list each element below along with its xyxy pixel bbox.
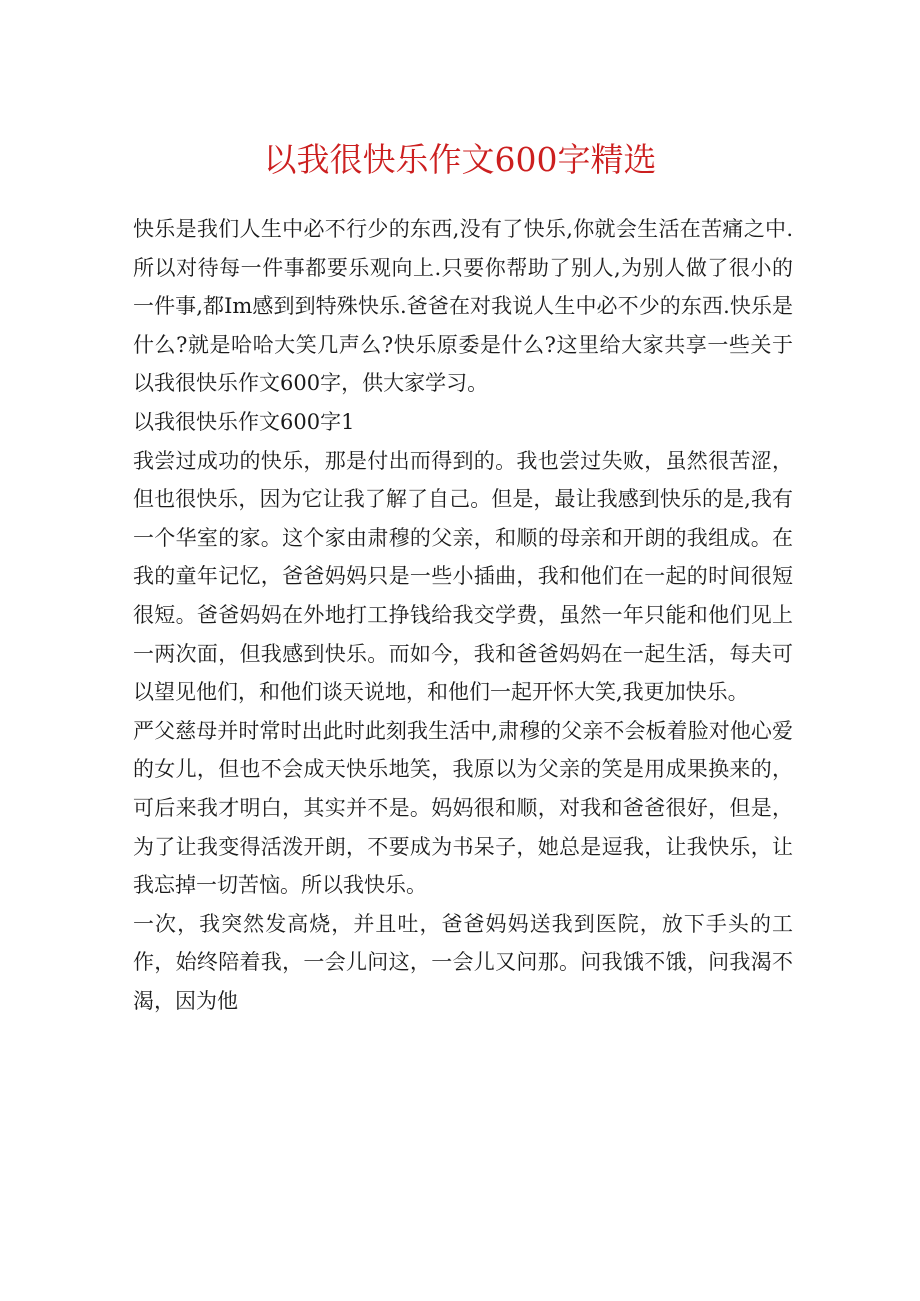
body-paragraph-3: 一次，我突然发高烧，并且吐，爸爸妈妈送我到医院，放下手头的工作，始终陪着我，一会儿问这，一会儿又问那。问我饿不饿，问我渴不渴，因为他 — [133, 911, 793, 1013]
intro-paragraph: 快乐是我们人生中必不行少的东西,没有了快乐,你就会生活在苦痛之中.所以对待每一件事都要乐观向上.只要你帮助了别人,为别人做了很小的一件事,都Im感到到特殊快乐.爸爸在对我说人生中必不少的东西.快乐是什么?就是哈哈大笑几声么?快乐原委是什么?这里给大家共享一些关于以我很快乐作文600字，供大家学习。 — [133, 217, 793, 396]
document-title: 以我很快乐作文600字精选 — [263, 140, 657, 179]
body-paragraph-2: 严父慈母并时常时出此时此刻我生活中,肃穆的父亲不会板着脸对他心爱的女儿，但也不会成天快乐地笑，我原以为父亲的笑是用成果换来的，可后来我才明白，其实并不是。妈妈很和顺，对我和爸爸很好，但是，为了让我变得活泼开朗，不要成为书呆子，她总是逗我，让我快乐，让我忘掉一切苦恼。所以我快乐。 — [133, 718, 793, 898]
document-body — [133, 210, 793, 1020]
section-heading: 以我很快乐作文600字1 — [133, 409, 355, 434]
body-paragraph-1: 我尝过成功的快乐，那是付出而得到的。我也尝过失败，虽然很苦涩，但也很快乐，因为它让我了解了自己。但是，最让我感到快乐的是,我有一个华室的家。这个家由肃穆的父亲，和顺的母亲和开朗的我组成。在我的童年记忆，爸爸妈妈只是一些小插曲，我和他们在一起的时间很短很短。爸爸妈妈在外地打工挣钱给我交学费，虽然一年只能和他们见上一两次面，但我感到快乐。而如今，我和爸爸妈妈在一起生活，每夫可以望见他们，和他们谈天说地，和他们一起开怀大笑,我更加快乐。 — [133, 448, 793, 705]
